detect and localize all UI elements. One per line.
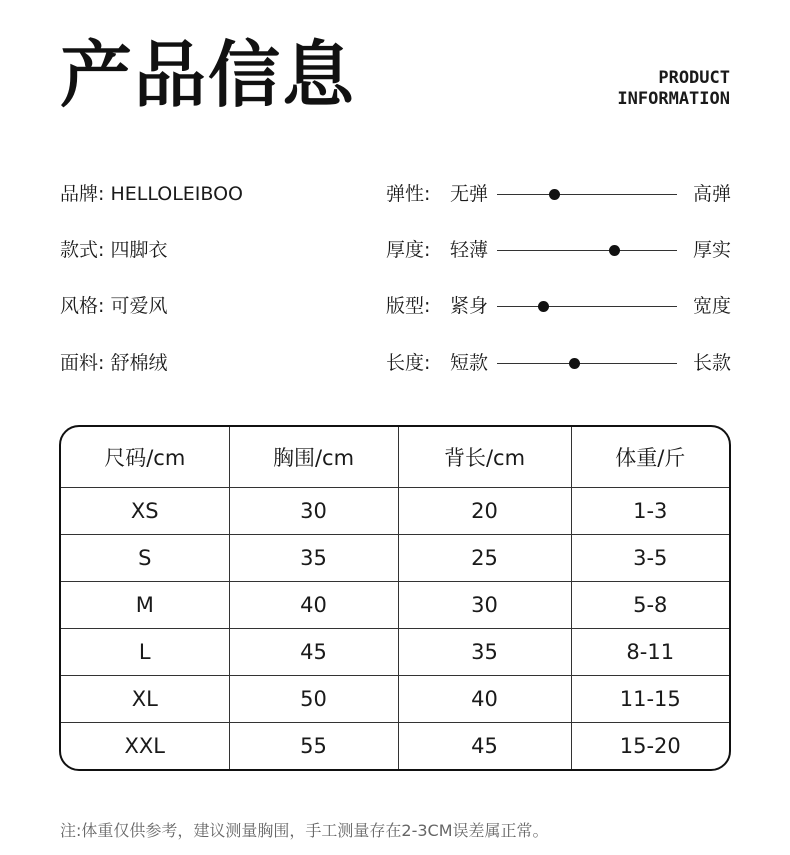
scale-fit	[386, 294, 731, 318]
attr-brand-value: HELLOLEIBOO	[110, 183, 243, 205]
scale-fit-min: 紧身	[450, 295, 489, 317]
scale-length	[386, 351, 731, 375]
cell-weight: 3-5	[571, 535, 729, 582]
cell-size: L	[61, 629, 229, 676]
scale-fit-label: 版型:	[386, 295, 431, 317]
page-subtitle	[617, 68, 730, 110]
column-header-weight: 体重/斤	[571, 427, 729, 488]
cell-size: M	[61, 582, 229, 629]
subtitle-line-information: INFORMATION	[617, 89, 730, 109]
scale-elasticity	[386, 182, 731, 206]
scale-thickness-indicator	[609, 245, 620, 256]
cell-weight: 1-3	[571, 488, 729, 535]
cell-size: XXL	[61, 723, 229, 770]
scale-thickness-label: 厚度:	[386, 239, 431, 261]
footnote: 注:体重仅供参考，建议测量胸围，手工测量存在2-3CM误差属正常。	[60, 821, 549, 840]
cell-back-length: 30	[398, 582, 571, 629]
attr-fabric	[60, 351, 167, 375]
table-row	[61, 488, 729, 535]
cell-back-length: 45	[398, 723, 571, 770]
scale-elasticity-label: 弹性:	[386, 183, 431, 205]
scale-fit-track	[497, 306, 677, 307]
cell-chest: 30	[229, 488, 398, 535]
attr-style-label: 款式:	[60, 239, 105, 261]
scale-thickness-max: 厚实	[692, 239, 731, 261]
scale-elasticity-indicator	[549, 189, 560, 200]
subtitle-line-product: PRODUCT	[658, 68, 730, 88]
table-row	[61, 723, 729, 770]
cell-chest: 40	[229, 582, 398, 629]
table-row	[61, 535, 729, 582]
scale-elasticity-min: 无弹	[450, 183, 489, 205]
scale-thickness-min: 轻薄	[450, 239, 489, 261]
cell-back-length: 25	[398, 535, 571, 582]
scale-length-track	[497, 363, 677, 364]
scale-length-label: 长度:	[386, 352, 431, 374]
scale-length-min: 短款	[450, 352, 489, 374]
cell-chest: 45	[229, 629, 398, 676]
table-row	[61, 582, 729, 629]
attr-brand-label: 品牌:	[60, 183, 105, 205]
scale-thickness-track	[497, 250, 677, 251]
cell-weight: 5-8	[571, 582, 729, 629]
cell-chest: 35	[229, 535, 398, 582]
cell-back-length: 40	[398, 676, 571, 723]
cell-weight: 11-15	[571, 676, 729, 723]
scale-fit-max: 宽度	[692, 295, 731, 317]
scale-elasticity-max: 高弹	[692, 183, 731, 205]
cell-size: S	[61, 535, 229, 582]
cell-back-length: 20	[398, 488, 571, 535]
scale-length-max: 长款	[692, 352, 731, 374]
attr-fabric-value: 舒棉绒	[110, 352, 168, 374]
cell-weight: 8-11	[571, 629, 729, 676]
cell-weight: 15-20	[571, 723, 729, 770]
cell-size: XL	[61, 676, 229, 723]
scale-elasticity-track	[497, 194, 677, 195]
attr-style	[60, 238, 167, 262]
attr-style-value: 四脚衣	[110, 239, 168, 261]
cell-back-length: 35	[398, 629, 571, 676]
cell-chest: 55	[229, 723, 398, 770]
attr-fashion	[60, 294, 167, 318]
attr-brand	[60, 182, 243, 206]
table-header-row	[61, 427, 729, 488]
page-title: 产品信息	[60, 33, 357, 117]
cell-chest: 50	[229, 676, 398, 723]
scale-fit-indicator	[538, 301, 549, 312]
table-row	[61, 676, 729, 723]
column-header-back-length: 背长/cm	[398, 427, 571, 488]
size-table	[59, 425, 731, 771]
attr-fashion-value: 可爱风	[110, 295, 168, 317]
column-header-size: 尺码/cm	[61, 427, 229, 488]
attr-fashion-label: 风格:	[60, 295, 105, 317]
column-header-chest: 胸围/cm	[229, 427, 398, 488]
scale-thickness	[386, 238, 731, 262]
cell-size: XS	[61, 488, 229, 535]
scale-length-indicator	[569, 358, 580, 369]
table-row	[61, 629, 729, 676]
attr-fabric-label: 面料:	[60, 352, 105, 374]
